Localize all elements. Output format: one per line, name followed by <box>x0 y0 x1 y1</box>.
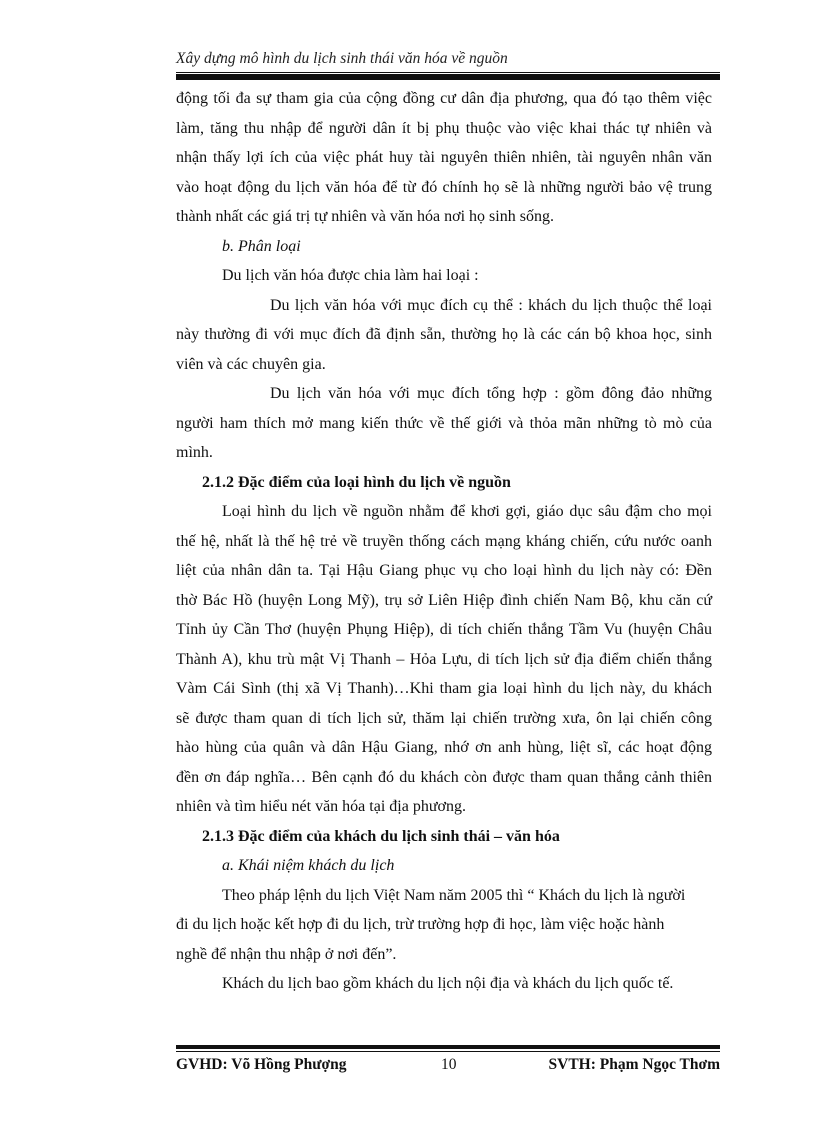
paragraph-line: động tối đa sự tham gia của cộng đồng cư dân địa phương, qua đó tạo thêm việc <box>176 90 712 107</box>
paragraph-line: nhận thấy lợi ích của việc phát huy tài nguyên thiên nhiên, tài nguyên nhân văn <box>176 149 712 166</box>
footer-rule-thick <box>176 1045 720 1049</box>
footer-rule-thin <box>176 1051 720 1052</box>
paragraph-line: người ham thích mở mang kiến thức về thế giới và thỏa mãn những tò mò của <box>176 414 712 432</box>
paragraph-line: Du lịch văn hóa được chia làm hai loại : <box>222 267 479 284</box>
paragraph-line: Du lịch văn hóa với mục đích tổng hợp : gồm đông đảo những <box>270 385 712 402</box>
paragraph-line: Loại hình du lịch về nguồn nhằm để khơi gợi, giáo dục sâu đậm cho mọi <box>222 503 712 520</box>
paragraph-line: hào hùng của quân và dân Hậu Giang, nhớ ơn anh hùng, liệt sĩ, các hoạt động <box>176 739 712 756</box>
subsection-title: a. Khái niệm khách du lịch <box>222 857 395 874</box>
paragraph-line: nhiên và tìm hiểu nét văn hóa tại địa phương. <box>176 798 466 815</box>
footer-advisor: GVHD: Võ Hồng Phượng <box>176 1056 347 1073</box>
paragraph-line: Khách du lịch bao gồm khách du lịch nội địa và khách du lịch quốc tế. <box>222 975 674 992</box>
paragraph-line: đền ơn đáp nghĩa… Bên cạnh đó du khách còn được tham quan thắng cảnh thiên <box>176 768 712 786</box>
paragraph-line: Theo pháp lệnh du lịch Việt Nam năm 2005 thì “ Khách du lịch là người <box>222 886 686 904</box>
paragraph-line: liệt của nhân dân ta. Tại Hậu Giang phục vụ cho loại hình du lịch này có: Đền <box>176 562 712 579</box>
paragraph-line: thế hệ, nhất là thế hệ trẻ về truyền thống cách mạng kháng chiến, cứu nước oanh <box>176 532 712 550</box>
paragraph-line: Vàm Cái Sình (thị xã Vị Thanh)…Khi tham gia loại hình du lịch này, du khách <box>176 680 712 697</box>
section-heading: 2.1.3 Đặc điểm của khách du lịch sinh thái – văn hóa <box>202 827 560 845</box>
paragraph-line: Tỉnh ủy Cần Thơ (huyện Phụng Hiệp), di tích chiến thắng Tầm Vu (huyện Châu <box>176 621 712 638</box>
paragraph-line: thờ Bác Hồ (huyện Long Mỹ), trụ sở Liên Hiệp đình chiến Nam Bộ, khu căn cứ <box>176 591 712 609</box>
footer-student: SVTH: Phạm Ngọc Thơm <box>548 1056 720 1073</box>
paragraph-line: sẽ được tham quan di tích lịch sử, thăm lại chiến trường xưa, ôn lại chiến công <box>176 709 712 727</box>
paragraph-line: Du lịch văn hóa với mục đích cụ thể : khách du lịch thuộc thể loại <box>270 296 712 314</box>
paragraph-line: Thành A), khu trù mật Vị Thanh – Hỏa Lựu, di tích lịch sử địa điểm chiến thắng <box>176 650 712 668</box>
paragraph-line: mình. <box>176 444 213 461</box>
section-heading: 2.1.2 Đặc điểm của loại hình du lịch về nguồn <box>202 473 511 491</box>
paragraph-line: nghề để nhận thu nhập ở nơi đến”. <box>176 945 397 963</box>
paragraph-line: đi du lịch hoặc kết hợp đi du lịch, trừ trường hợp đi học, làm việc hoặc hành <box>176 916 665 933</box>
paragraph-line: thành nhất các giá trị tự nhiên và văn hóa nơi họ sinh sống. <box>176 208 554 225</box>
header-rule-thick <box>176 74 720 80</box>
page-number: 10 <box>441 1056 457 1073</box>
header-rule-thin <box>176 72 720 73</box>
subsection-title: b. Phân loại <box>222 237 301 255</box>
running-header: Xây dựng mô hình du lịch sinh thái văn hóa về nguồn <box>176 50 508 67</box>
paragraph-line: viên và các chuyên gia. <box>176 355 326 373</box>
paragraph-line: vào hoạt động du lịch văn hóa để từ đó chính họ sẽ là những người bảo vệ trung <box>176 178 712 196</box>
body-text <box>176 84 712 999</box>
paragraph-line: này thường đi với mục đích đã định sẵn, thường họ là các cán bộ khoa học, sinh <box>176 326 712 343</box>
paragraph-line: làm, tăng thu nhập để người dân ít bị phụ thuộc vào việc khai thác tự nhiên và <box>176 119 712 137</box>
